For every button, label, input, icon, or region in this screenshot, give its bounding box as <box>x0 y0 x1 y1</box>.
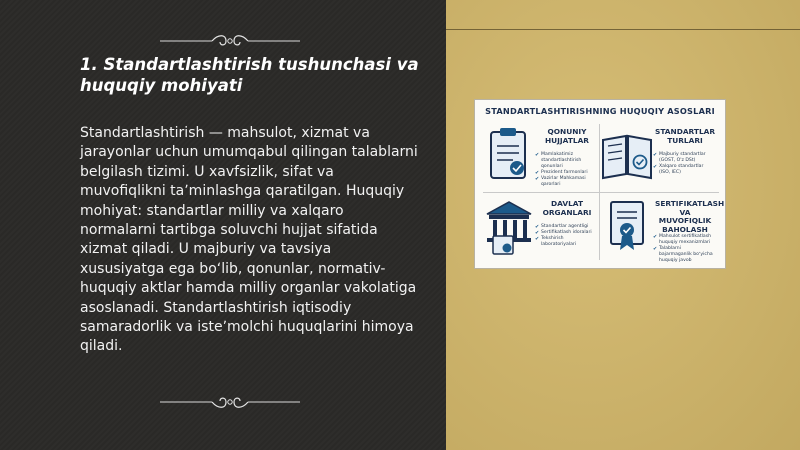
check-icon: ✔ <box>653 234 658 240</box>
check-icon: ✔ <box>535 236 540 242</box>
clipboard-icon <box>483 126 535 184</box>
infographic-cell-legal-documents <box>483 124 597 188</box>
cell-list <box>535 224 597 248</box>
list-item: ✔ Tekshirish laboratoriyalari <box>535 236 577 247</box>
list-item: ✔ Mahsulot sertifikatlash huquqiy mexanizmlari <box>653 234 712 245</box>
slide-title: 1. Standartlashtirish tushunchasi va huquqiy mohiyati <box>80 55 419 95</box>
check-icon: ✔ <box>653 246 658 252</box>
infographic-divider-horizontal <box>483 192 719 193</box>
check-icon: ✔ <box>535 224 540 230</box>
list-item: ✔ Sertifikatlash idoralari <box>535 230 592 236</box>
list-item: ✔ Talablarni bajarmaganlik boʻyicha huquqiy javob <box>653 246 713 263</box>
cell-list <box>653 234 715 264</box>
check-icon: ✔ <box>535 152 540 158</box>
certificate-icon <box>601 198 653 256</box>
ornament-divider-bottom <box>160 393 300 411</box>
infographic-cell-certification <box>601 196 725 263</box>
check-icon: ✔ <box>653 152 658 158</box>
cell-list <box>653 152 715 176</box>
list-item: ✔ Mamlakatimiz standartlashtirish qonunlari <box>535 152 582 169</box>
infographic-title: STANDARTLASHTIRISHNING HUQUQIY ASOSLARI <box>485 106 715 116</box>
infographic-cell-state-bodies <box>483 196 597 260</box>
list-item: ✔ Prezident farmonlari <box>535 170 588 176</box>
list-item: ✔ Standartlar agentligi <box>535 224 589 230</box>
list-item: ✔ Majburiy standartlar (GOST, O'z DSt) <box>653 152 706 163</box>
check-icon: ✔ <box>535 170 540 176</box>
check-icon: ✔ <box>535 176 540 182</box>
slide-body-text: Standartlashtirish — mahsulot, xizmat va jarayonlar uchun umumqabul qilingan talablarni belgilash tizimi. U xavfsizlik, sifat va muvofiqlikni taʼminlashga qaratilgan. Huquqiy mohiyat: standartlar milliy va xalqaro normalarni tartibga soluvchi hujjat sifatida xizmat qiladi. U majburiy va tavsiya xususiyatga ega boʻlib, qonunlar, normativ-huquqiy aktlar hamda milliy organlar vakolatiga asoslanadi. Standartlashtirish iqtisodiy samaradorlik va isteʼmolchi huquqlarini himoya qiladi. <box>80 125 418 355</box>
gold-panel-rule <box>446 29 800 30</box>
legal-basis-infographic <box>474 99 726 269</box>
list-item: ✔ Xalqaro standartlar (ISO, IEC) <box>653 164 704 175</box>
cell-list <box>535 152 597 188</box>
government-building-icon <box>483 198 535 256</box>
cell-title: SERTIFIKATLASH VA MUVOFIQLIK BAHOLASH <box>655 199 725 234</box>
check-icon: ✔ <box>653 164 658 170</box>
cell-title: QONUNIY HUJJATLAR <box>545 127 589 145</box>
cell-title: DAVLAT ORGANLARI <box>542 199 592 217</box>
infographic-cell-standard-types <box>601 124 715 188</box>
cell-title: STANDARTLAR TURLARI <box>655 127 716 145</box>
ornament-divider-top <box>160 32 300 50</box>
check-icon: ✔ <box>535 230 540 236</box>
open-book-icon <box>601 126 653 184</box>
list-item: ✔ Vazirlar Mahkamasi qarorlari <box>535 176 586 187</box>
